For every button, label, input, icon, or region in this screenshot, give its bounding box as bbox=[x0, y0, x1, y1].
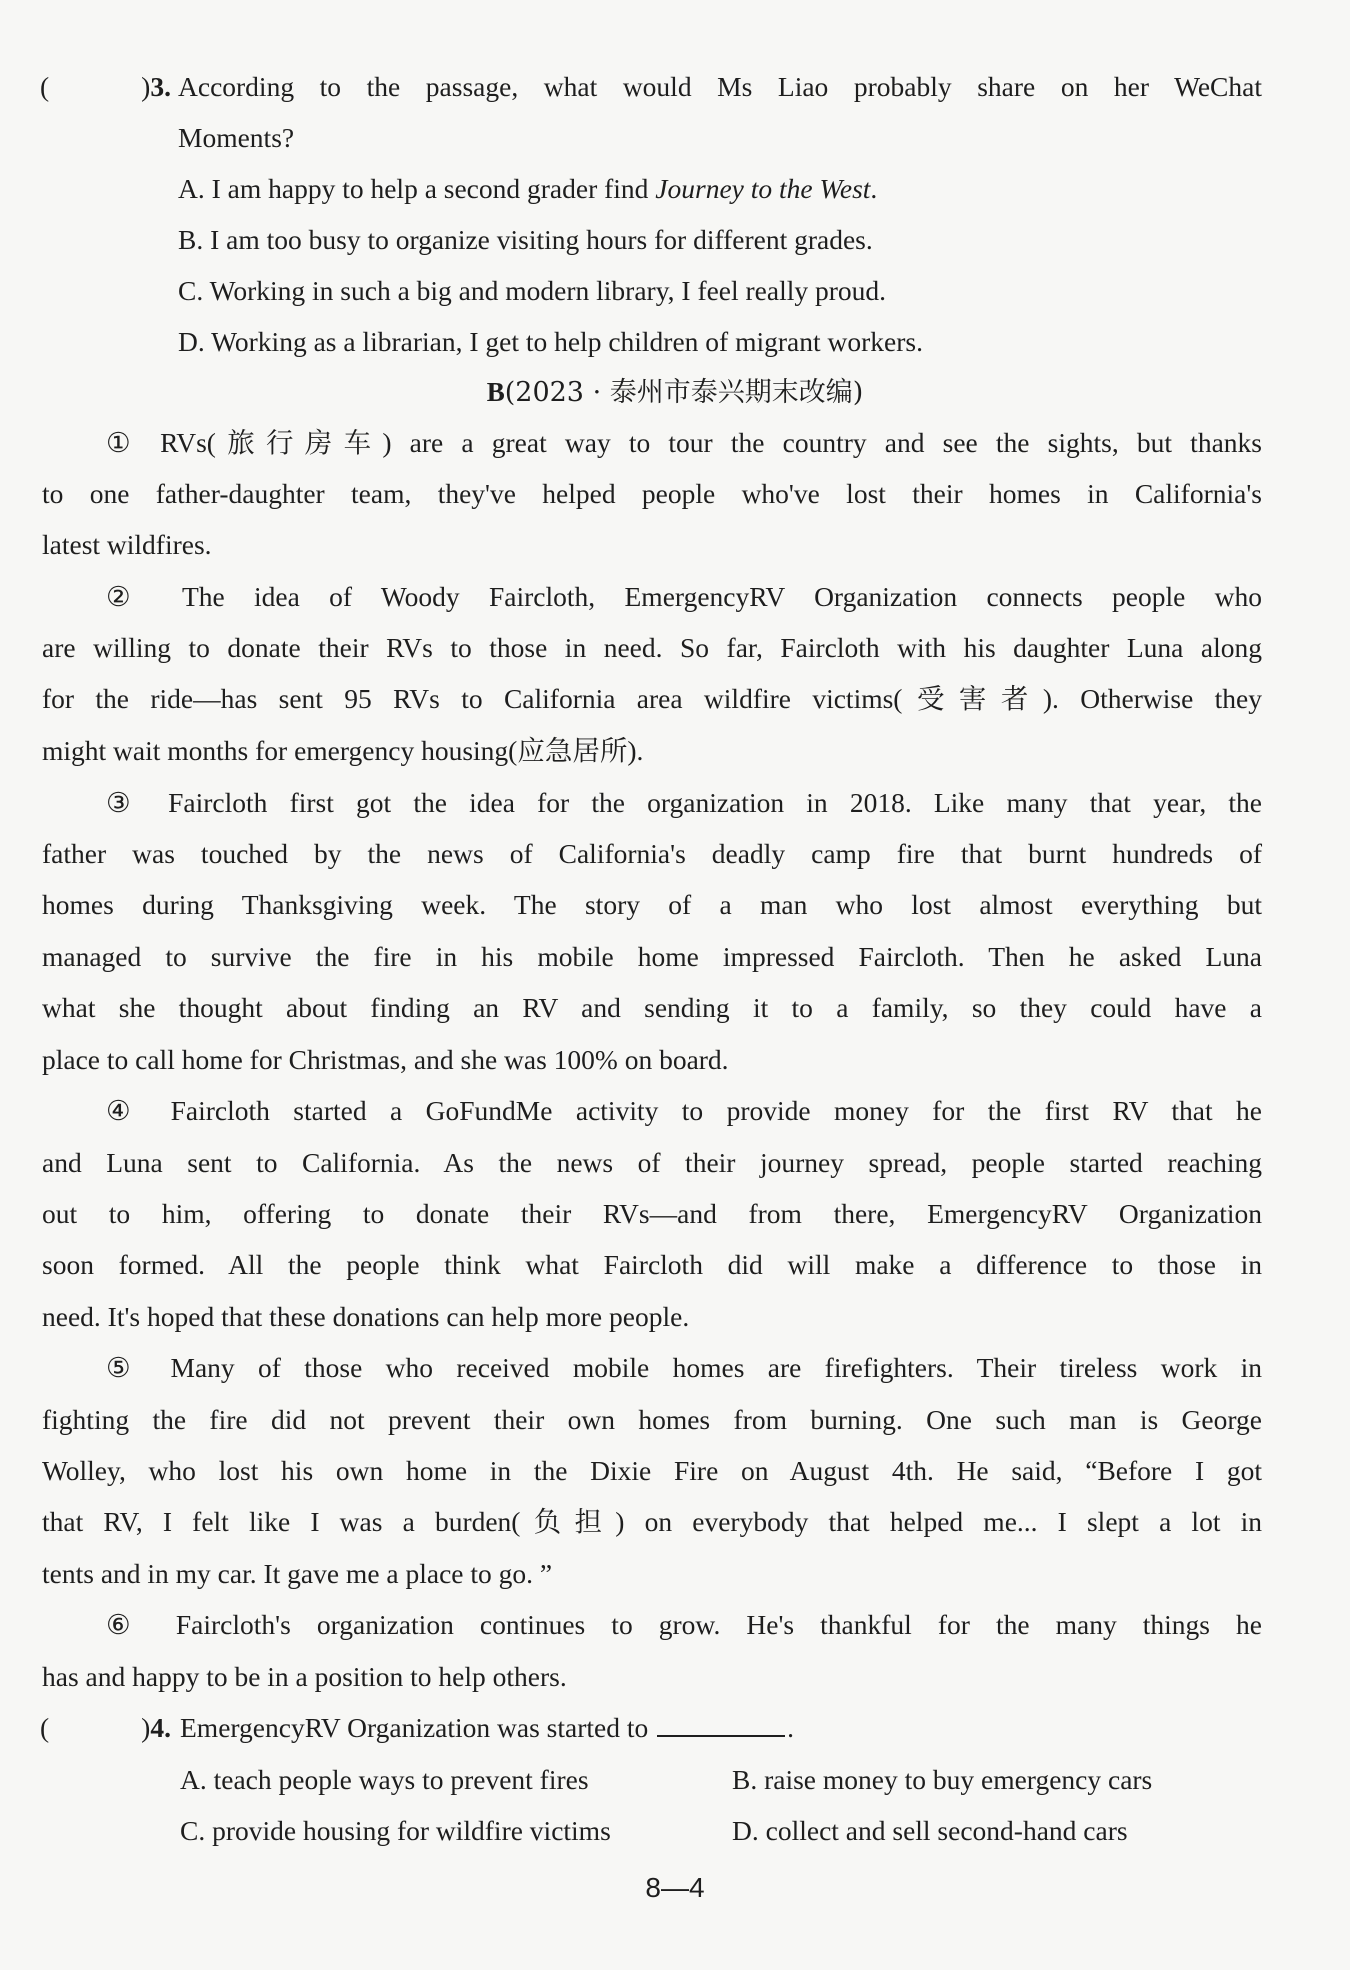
passage-line: soon formed. All the people think what Faircloth did will make a difference to those in bbox=[42, 1249, 1262, 1280]
q3-stem-line-1: According to the passage, what would Ms Liao probably share on her WeChat bbox=[178, 71, 1262, 102]
passage-line: and Luna sent to California. As the news of their journey spread, people started reaching bbox=[42, 1147, 1262, 1178]
passage-line: latest wildfires. bbox=[42, 529, 212, 560]
passage-line: father was touched by the news of California's deadly camp fire that burnt hundreds of bbox=[42, 838, 1262, 869]
q3-close-paren: ) bbox=[141, 71, 151, 102]
q4-option-a[interactable] bbox=[180, 1760, 589, 1800]
option-text: raise money to buy emergency cars bbox=[764, 1764, 1153, 1795]
passage-line: fighting the fire did not prevent their own homes from burning. One such man is George bbox=[42, 1404, 1262, 1435]
q3-open-paren: ( bbox=[40, 71, 50, 102]
q3-answer-bracket bbox=[40, 67, 171, 107]
passage-line: managed to survive the fire in his mobile home impressed Faircloth. Then he asked Luna bbox=[42, 941, 1262, 972]
q3-option-c[interactable] bbox=[178, 271, 886, 311]
option-label: C. bbox=[180, 1815, 206, 1846]
passage-line: ③ Faircloth first got the idea for the organization in 2018. Like many that year, the bbox=[106, 787, 1262, 818]
q4-close-paren: ) bbox=[141, 1712, 151, 1743]
q4-option-c[interactable] bbox=[180, 1811, 611, 1851]
passage-line: ① RVs(旅行房车) are a great way to tour the country and see the sights, but thanks bbox=[106, 427, 1262, 458]
passage-line: might wait months for emergency housing(应急居所). bbox=[42, 735, 644, 766]
option-text: provide housing for wildfire victims bbox=[212, 1815, 611, 1846]
q3-number: 3. bbox=[150, 71, 171, 102]
passage-line: tents and in my car. It gave me a place to go. ” bbox=[42, 1558, 553, 1589]
passage-line: ④ Faircloth started a GoFundMe activity to provide money for the first RV that he bbox=[106, 1095, 1262, 1126]
passage-line: ⑥ Faircloth's organization continues to grow. He's thankful for the many things he bbox=[106, 1609, 1262, 1640]
q3-option-b[interactable] bbox=[178, 220, 873, 260]
passage-line: ⑤ Many of those who received mobile homes are firefighters. Their tireless work in bbox=[106, 1352, 1262, 1383]
page-number: 8—4 bbox=[645, 1872, 705, 1903]
q4-stem-text: EmergencyRV Organization was started to bbox=[180, 1712, 649, 1743]
passage-line: Wolley, who lost his own home in the Dixie Fire on August 4th. He said, “Before I got bbox=[42, 1455, 1262, 1486]
option-label: D. bbox=[732, 1815, 759, 1846]
passage-line: place to call home for Christmas, and she was 100% on board. bbox=[42, 1044, 729, 1075]
q4-answer-bracket bbox=[40, 1708, 171, 1748]
option-text: Working as a librarian, I get to help children of migrant workers. bbox=[211, 326, 923, 357]
option-text: teach people ways to prevent fires bbox=[213, 1764, 589, 1795]
option-text: collect and sell second-hand cars bbox=[765, 1815, 1128, 1846]
option-label: A. bbox=[180, 1764, 207, 1795]
passage-line: ② The idea of Woody Faircloth, EmergencyRV Organization connects people who bbox=[106, 581, 1262, 612]
option-text: I am happy to help a second grader find bbox=[211, 173, 656, 204]
section-heading bbox=[0, 372, 1350, 413]
q3-option-a[interactable] bbox=[178, 169, 877, 209]
q4-answer-blank[interactable] bbox=[657, 1713, 785, 1737]
option-text: Working in such a big and modern library, I feel really proud. bbox=[209, 275, 887, 306]
passage-line: need. It's hoped that these donations can help more people. bbox=[42, 1301, 690, 1332]
q3-stem-line-2: Moments? bbox=[178, 122, 295, 153]
passage-line: what she thought about finding an RV and sending it to a family, so they could have a bbox=[42, 992, 1262, 1023]
q4-stem bbox=[180, 1708, 794, 1748]
passage-line: to one father-daughter team, they've helped people who've lost their homes in California's bbox=[42, 478, 1262, 509]
passage-line: are willing to donate their RVs to those in need. So far, Faircloth with his daughter Luna along bbox=[42, 632, 1262, 663]
passage-line: has and happy to be in a position to help others. bbox=[42, 1661, 567, 1692]
option-text-end: . bbox=[870, 173, 878, 204]
q4-number: 4. bbox=[150, 1712, 171, 1743]
section-letter: B bbox=[486, 377, 505, 407]
option-label: C. bbox=[178, 275, 204, 306]
option-label: B. bbox=[732, 1764, 758, 1795]
passage-line: that RV, I felt like I was a burden(负担) on everybody that helped me... I slept a lot in bbox=[42, 1506, 1262, 1537]
q4-option-b[interactable] bbox=[732, 1760, 1152, 1800]
option-text: I am too busy to organize visiting hours for different grades. bbox=[210, 224, 873, 255]
book-title: Journey to the West bbox=[655, 173, 871, 204]
passage-line: out to him, offering to donate their RVs—and from there, EmergencyRV Organization bbox=[42, 1198, 1262, 1229]
passage-line: for the ride—has sent 95 RVs to California area wildfire victims(受害者). Otherwise they bbox=[42, 683, 1262, 714]
passage-line: homes during Thanksgiving week. The story of a man who lost almost everything but bbox=[42, 889, 1262, 920]
q4-stem-end: . bbox=[787, 1712, 794, 1743]
option-label: D. bbox=[178, 326, 205, 357]
q3-option-d[interactable] bbox=[178, 322, 923, 362]
option-label: A. bbox=[178, 173, 205, 204]
option-label: B. bbox=[178, 224, 204, 255]
section-source: (2023 · 泰州市泰兴期末改编) bbox=[504, 377, 864, 408]
q4-option-d[interactable] bbox=[732, 1811, 1128, 1851]
q4-open-paren: ( bbox=[40, 1712, 50, 1743]
